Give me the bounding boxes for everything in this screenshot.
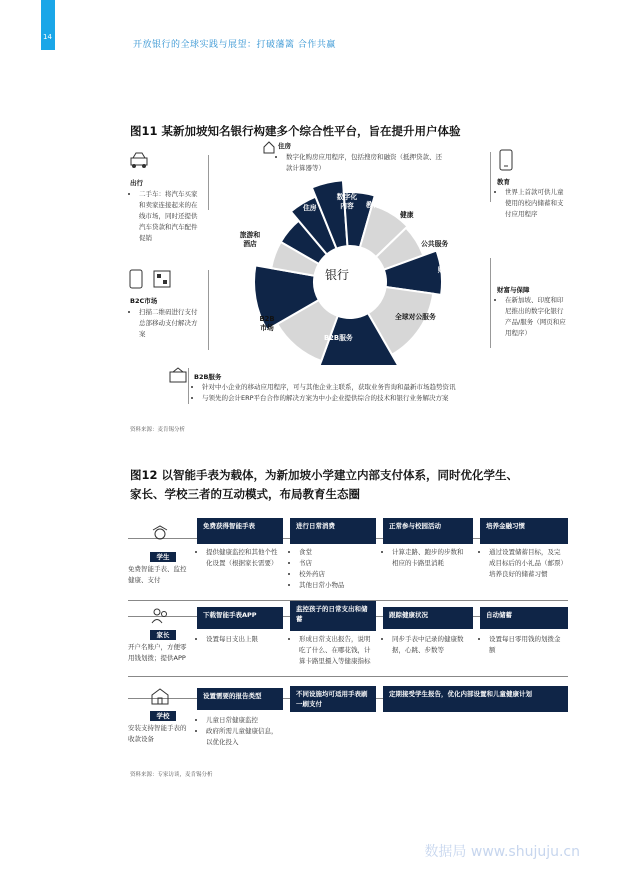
divider (208, 155, 209, 210)
page-number: 14 (43, 33, 52, 41)
wealth-title: 财富与保障 (497, 286, 530, 294)
wheel-center-label: 银行 (325, 268, 350, 282)
figure12-title-line1: 图12 以智能手表为载体，为新加坡小学建立内部支付体系，同时优化学生、 (130, 468, 519, 482)
r3-item: • 政府所需儿童健康信息，以优化投入 (206, 726, 279, 748)
r1-item: • 提供健康监控和其他个性化设置（根据家长需要） (206, 547, 279, 569)
r3-head-2: 定期接受学生报告，优化内部设置和儿童健康计划 (383, 686, 568, 712)
b2c-desc (130, 307, 198, 340)
divider (188, 368, 189, 404)
row-divider (128, 676, 568, 677)
school-icon (150, 686, 170, 706)
role-badge-student: 学生 (150, 552, 176, 562)
page-tab (41, 0, 55, 50)
r1-list-3 (480, 547, 566, 580)
role-badge-school: 学校 (150, 711, 176, 721)
figure12-title (130, 466, 570, 504)
travel-item: • 二手车：将汽车买家和卖家连接起来的在线市场，同时还提供汽车贷款和汽车配件促销 (139, 189, 198, 244)
housing-item: • 数字化购房应用程序，包括搜房和融资（抵押贷款、还款计算器等） (286, 152, 447, 174)
education-title: 教育 (497, 178, 510, 186)
seg-travel: 出行 (267, 212, 281, 220)
role-text-school: 安装支持智能手表的收款设备 (128, 724, 187, 743)
phone-icon (495, 148, 517, 172)
travel-desc (130, 189, 198, 244)
r1-item: • 计算走路、跑步的步数和相应的卡路里消耗 (392, 547, 469, 569)
r1-head-2: 正常参与校园活动 (383, 518, 473, 544)
figure12-source: 资料来源：专家访谈，麦肯锡分析 (130, 772, 213, 778)
r2-head-2: 跟踪健康状况 (383, 607, 473, 629)
seg-b2c: B2C市场 (225, 275, 254, 283)
seg-health: 健康 (400, 211, 414, 219)
r2-head-3: 自动储蓄 (480, 607, 568, 629)
watermark: 数据局 www.shujuju.cn (424, 844, 580, 860)
education-item: • 世界上首款可供儿童使用的校内储蓄和支付应用程序 (505, 187, 568, 220)
parent-icon (150, 605, 170, 625)
r2-list-3 (480, 634, 566, 656)
r1-list-1 (290, 547, 372, 591)
r1-item: • 书店 (299, 558, 372, 569)
divider (490, 152, 491, 202)
education-desc (496, 187, 568, 220)
r1-head-1: 进行日常消费 (290, 518, 376, 544)
housing-desc (277, 152, 447, 174)
divider (490, 258, 491, 348)
r1-head-3: 培养金融习惯 (480, 518, 568, 544)
student-icon (150, 524, 170, 544)
r2-head-0: 下载智能手表APP (197, 607, 283, 629)
role-text-student: 免费智能手表、监控健康、支付 (128, 565, 187, 584)
wheel-center (317, 249, 383, 315)
r3-list-0 (197, 715, 279, 748)
seg-housing: 住房 (303, 204, 317, 212)
r2-list-1 (290, 634, 372, 667)
running-header: 开放银行的全球实践与展望：打破藩篱 合作共赢 (133, 40, 336, 50)
r2-item: • 形成日常支出报告，说明吃了什么、在哪花钱，计算卡路里摄入等健康指标 (299, 634, 372, 667)
r3-head-1: 不同设施均可适用手表刷一刷支付 (290, 686, 376, 712)
r2-item: • 同步手表中记录的健康数据，心跳、步数等 (392, 634, 469, 656)
b2b-item: • 与领先的会计ERP平台合作的解决方案为中小企业提供综合的技术和银行业务解决方案 (202, 393, 533, 404)
wealth-desc (496, 295, 568, 339)
r1-item: • 食堂 (299, 547, 372, 558)
seg-b2b-market: B2B市场 (259, 315, 275, 332)
r2-item: • 设置每日支出上限 (206, 634, 279, 645)
wealth-item: • 在新加坡、印度和印尼推出的数字化银行产品/服务（网页和应用程序） (505, 295, 568, 339)
seg-wealth: 财富与保障 (437, 266, 459, 283)
b2b-item: • 针对中小企业的移动应用程序，可与其他企业主联系，获取业务咨询和最新市场趋势资讯 (202, 382, 533, 393)
role-text-parent: 开户名账户，方便零用钱划拨；提供APP (128, 643, 187, 662)
handshake-icon (168, 366, 188, 386)
role-badge-parent: 家长 (150, 630, 176, 640)
r1-head-0: 免费获得智能手表 (197, 518, 283, 544)
r3-head-0: 设置需要的报告类型 (197, 688, 283, 710)
divider (208, 270, 209, 350)
r1-item: • 其他日常小物品 (299, 580, 372, 591)
r2-list-0 (197, 634, 279, 645)
r2-list-2 (383, 634, 469, 656)
r1-list-2 (383, 547, 469, 569)
r1-item: • 校外药店 (299, 569, 372, 580)
b2b-title: B2B服务 (194, 373, 222, 381)
r1-item: • 通过设置储蓄目标，及完成目标后的小礼品（邮票）培养良好的储蓄习惯 (489, 547, 566, 580)
housing-title: 住房 (278, 142, 291, 150)
figure12-title-line2: 家长、学校三者的互动模式，布局教育生态圈 (130, 487, 360, 501)
travel-title: 出行 (130, 179, 143, 187)
seg-tourism: 旅游和酒店 (239, 231, 261, 248)
b2b-desc (193, 382, 533, 404)
seg-global: 全球对公服务 (395, 313, 436, 321)
figure11-source: 资料来源：麦肯锡分析 (130, 427, 186, 433)
qr-pay-icon (128, 268, 176, 290)
seg-public: 公共服务 (421, 240, 449, 248)
r1-list-0 (197, 547, 279, 569)
r2-head-1: 监控孩子的日常支出和储蓄 (290, 601, 376, 631)
r2-item: • 设置每日零用钱的划拨金额 (489, 634, 566, 656)
seg-digital: 数字化内容 (336, 193, 358, 210)
seg-education: 教育 (366, 201, 380, 209)
b2c-title: B2C市场 (130, 297, 158, 305)
car-icon (128, 150, 150, 172)
seg-b2b-service: B2B服务 (324, 334, 353, 342)
figure11-title: 图11 某新加坡知名银行构建多个综合性平台，旨在提升用户体验 (130, 124, 461, 138)
r3-item: • 儿童日常健康监控 (206, 715, 279, 726)
b2c-item: • 扫描二维码进行支付总部移动支付解决方案 (139, 307, 198, 340)
